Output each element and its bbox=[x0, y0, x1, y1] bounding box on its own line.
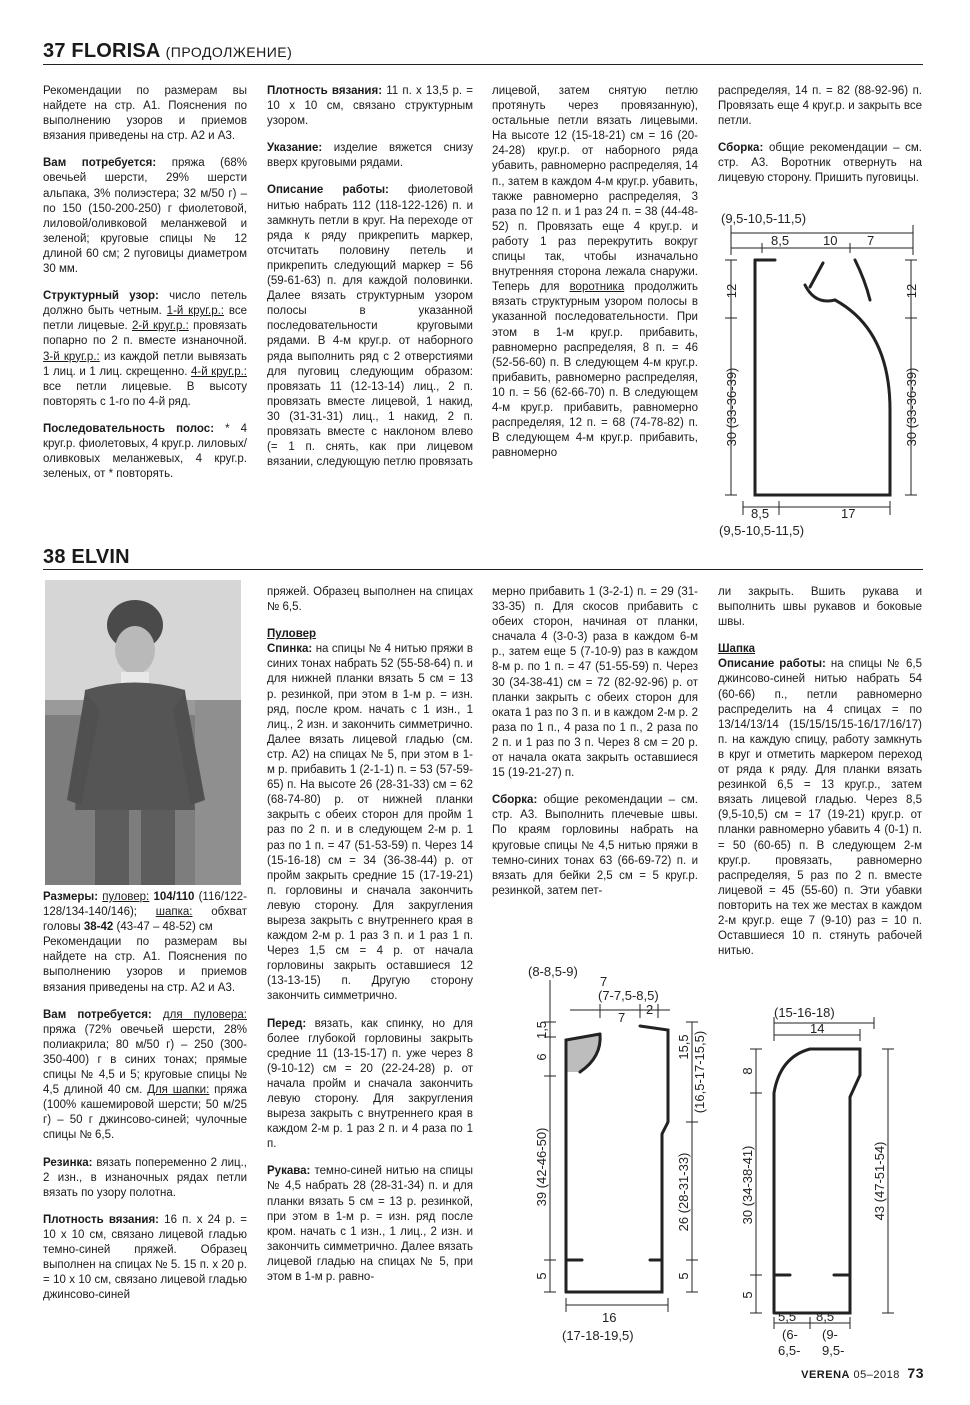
page-number: 73 bbox=[907, 1365, 924, 1381]
elvin-column-1 bbox=[43, 890, 247, 1303]
dim-top-b: 2 bbox=[646, 1002, 654, 1017]
paragraph: Размеры: пуловер: 104/110 (116/122-128/134-140/146); шапка: обхват головы 38-42 (43-47 – 48-52) см bbox=[43, 891, 247, 934]
paragraph: Последовательность полос: * 4 круг.р. фиолетовых, 4 круг.р. лиловых/оливковых меланжевых, 4 круг.р. зеленых, от * повторять. bbox=[43, 422, 247, 481]
paragraph: Рукава: темно-синей нитью на спицы № 4,5 набрать 28 (28-31-34) п. и для планки вязать 5 см = 13 р. резинкой, при этом в 1-м р. = изн. ряд после кром. начать с 1 изн., 1 лиц., 2 изн. и закончить симметрично. Далее вязать лицевой гладью на спицах № 5, при этом в 1-м р. равно- bbox=[267, 1165, 473, 1284]
florisa-column-2 bbox=[267, 84, 473, 470]
model-photo bbox=[45, 580, 241, 885]
dim-top-c: 7 bbox=[867, 233, 875, 248]
model-photo-illustration bbox=[45, 580, 241, 885]
dim-right-bottom: 30 (33-36-39) bbox=[904, 367, 919, 447]
subheading-hat: Шапка bbox=[718, 643, 756, 656]
dim-left-1: 1,5 bbox=[534, 1020, 549, 1040]
paragraph: ли закрыть. Вшить рукава и выполнить швы рукавов и боковые швы. bbox=[718, 586, 922, 629]
dim-top-total: (8-8,5-9) bbox=[528, 964, 578, 979]
dim-left-3: 5 bbox=[740, 1291, 755, 1299]
paragraph: мерно прибавить 1 (3-2-1) п. = 29 (31-33-35) п. Для скосов прибавить с обеих сторон, начиная от планки, сначала 4 (3-0-3) раза в каждом 6-м р., затем еще 5 (7-10-9) раз в каждом 8-м р. по 1 п. = 47 (51-55-59) п. Через 30 (34-38-41) см = 72 (82-92-96) р. от планки закрыть с обеих сторон для оката 1 раз по 3 п. и в каждом 2-м р. 2 раза по 1 п., 4 раза по 1 п., 2 раза по 2 п. и 1 раз по 3 п. Через 8 см = 20 р. от начала оката закрыть оставшиеся 15 (19-21-27) п. bbox=[492, 586, 698, 780]
dim-bottom-b: 8,5 bbox=[816, 1309, 835, 1324]
florisa-schematic bbox=[715, 205, 925, 540]
paragraph: Сборка: общие рекомендации – см. стр. А3. Воротник отвернуть на лицевую сторону. Пришить пуговицы. bbox=[718, 142, 922, 185]
paragraph: пряжей. Образец выполнен на спицах № 6,5. bbox=[267, 586, 473, 614]
dim-bottom-f: 9,5- bbox=[822, 1343, 845, 1358]
section-title-text: 38 ELVIN bbox=[43, 546, 130, 568]
section-rule bbox=[43, 64, 923, 65]
paragraph: Описание работы: на спицы № 6,5 джинсово-синей нитью набрать 54 (60-66) п., петли равномерно распределить на 4 спицах = по 13/14/13/14 (15/15/15/15-16/17/16/17) п. на каждую спицу, работу замкнуть в круг и отметить маркером переход от ряда к ряду. Для планки вязать резинкой 6,5 = 13 круг.р., затем вязать лицевой гладью. Через 8,5 (9,5-10,5) см = 17 (19-21) круг.р. от планки равномерно убавить 4 (0-1) п. = 50 (60-65) п. В следующем 2-м круг.р. провязать, равномерно распределяя, 5 раз по 2 п. вместе лицевой = 45 (55-60) п. Эти убавки повторить на тех же местах в каждом 2-м круг.р. еще 7 (9-10) раз = 10 п. Оставшиеся 10 п. стянуть рабочей нитью. bbox=[718, 658, 922, 958]
florisa-column-3 bbox=[492, 84, 698, 461]
paragraph: лицевой, затем снятую петлю протянуть через провязанную), остальные петли вязать лицевыми. На высоте 12 (15-18-21) см = 16 (20-24-28) круг.р. от наборного ряда убавить, равномерно распределяя, 14 п., затем в каждом 4-м круг.р. убавить, также равномерно распределяя, 3 раза по 12 п. и 1 раз 24 п. = 38 (44-48-52) п. Провязать еще 4 круг.р. и работу 1 раз перекрутить вокруг спицы так, чтобы изначально внутренняя сторона лежала снаружи. Теперь для воротника продолжить вязать структурным узором полосы в указанной последовательности. При этом в 1-м круг.р. прибавить, равномерно распределяя, 8 п. = 46 (52-56-60) п. В следующем 4-м круг.р. прибавить, равномерно распределяя, 10 п. = 56 (62-66-70) п. В следующем 4-м круг.р. прибавить, равномерно распределяя, 12 п. = 68 (74-78-82) п. В следующем 4-м круг.р. прибавить, равномерно bbox=[492, 85, 698, 460]
dim-right-top: 12 bbox=[904, 283, 919, 299]
dim-left-1: 8 bbox=[740, 1067, 755, 1075]
paragraph: Вам потребуется: пряжа (68% овечьей шерсти, 29% шерсти альпака, 3% полиэстера; 32 м/50 г) – по 150 (150-200-250) г фиолетовой, лиловой/оливковой меланжевой и зеленой; круговые спицы № 12 длиной 60 см; 2 пуговицы диаметром 30 мм. bbox=[43, 157, 247, 276]
dim-top-a: 7 bbox=[618, 1010, 626, 1025]
elvin-column-4 bbox=[718, 585, 922, 959]
elvin-column-2 bbox=[267, 585, 473, 1285]
paragraph: Структурный узор: число петель должно быть четным. 1-й круг.р.: все петли лицевые. 2-й круг.р.: провязать попарно по 2 п. вместе изнаночной. 3-й круг.р.: из каждой петли вывязать 1 лиц. и 1 лиц. скрещенно. 4-й круг.р.: все петли лицевые. В высоту повторять с 1-го по 4-й ряд. bbox=[43, 290, 247, 408]
paragraph: Сборка: общие рекомендации – см. стр. А3. Выполнить плечевые швы. По краям горловины набрать на круговые спицы № 4,5 нитью пряжи в темно-синих тонах 63 (66-69-72) п. и вязать для бейки 2,5 см = 5 круг.р. резинкой, затем пет- bbox=[492, 794, 698, 897]
dim-left-bottom: 30 (33-36-39) bbox=[724, 367, 739, 447]
dim-top-a: 8,5 bbox=[771, 233, 790, 248]
paragraph: Спинка: на спицы № 4 нитью пряжи в синих тонах набрать 52 (55-58-64) п. и для нижней планки вязать 5 см = 13 р. резинкой, при этом в 1-м р. = изн. ряд, после кром. начать с 1 изн., 1 лиц., 2 изн. и закончить симметрично. Далее вязать лицевой гладью (см. стр. А2) на спицах № 5, при этом в 1-м р. прибавить 1 (2-1-1) п. = 53 (57-59-65) п. На высоте 26 (28-31-33) см = 62 (68-74-80) р. от нижней планки закрыть с обеих сторон для пройм 1 раз по 2 п. и в следующем 2-м р. 1 раз по 1 п. = 47 (51-53-59) п. Через 14 (15-16-18) см = 34 (36-38-44) р. от пройм закрыть средние 15 (17-19-21) п. горловины и сначала закончить левую сторону. Для закругления выреза закрыть с внутреннего края в каждом 2-м р. 1 раз 3 п. и 1 раз 1 п. Через 1,5 см = 4 р. от начала горловины закрыть оставшиеся 12 (13-13-15) п. Другую сторону закончить симметрично. bbox=[267, 643, 473, 1003]
paragraph: Описание работы: фиолетовой нитью набрать 112 (118-122-126) п. и замкнуть петли в круг. На переходе от ряда к ряду прикрепить маркер, отсчитать половину петель и прикрепить следующий маркер = 56 (59-61-63) п. для каждой половинки. Далее вязать структурным узором полосы в указанной последовательности круговыми рядами. В 4-м круг.р. от наборного ряда выполнить ряд с 2 отверстиями для пуговиц следующим образом: провязать 11 (12-13-14) лиц., 2 п. провязать вместе лицевой, 1 накид, 30 (31-31-31) лиц., 1 накид, 2 п. провязать вместе с наклоном влево (= 1 п. снять, как при лицевом вязании, следующую петлю провязать bbox=[267, 184, 474, 469]
dim-right-2: 26 (28-31-33) bbox=[676, 1152, 691, 1232]
dim-right-3: 5 bbox=[676, 1272, 691, 1280]
section-title-text: 37 FLORISA bbox=[43, 40, 160, 62]
dim-bottom-c: (6- bbox=[782, 1327, 798, 1342]
dim-bottom-b: (17-18-19,5) bbox=[562, 1328, 634, 1343]
paragraph: распределяя, 14 п. = 82 (88-92-96) п. Провязать еще 4 круг.р. и закрыть все петли. bbox=[718, 85, 922, 128]
dim-top-mid: 7 bbox=[600, 974, 608, 989]
dim-left-2: 30 (34-38-41) bbox=[740, 1145, 755, 1225]
sleeve-schematic bbox=[730, 1005, 920, 1365]
dim-bottom-e: 6,5- bbox=[778, 1343, 801, 1358]
dim-top-b: 10 bbox=[823, 233, 838, 248]
page-footer bbox=[801, 1365, 924, 1381]
elvin-column-3 bbox=[492, 585, 698, 899]
dim-top-mid-range: (7-7,5-8,5) bbox=[598, 988, 659, 1003]
dim-bottom-a: 16 bbox=[602, 1310, 617, 1325]
section-rule bbox=[43, 569, 923, 570]
paragraph: Плотность вязания: 11 п. х 13,5 р. = 10 х 10 см, связано структурным узором. bbox=[267, 85, 473, 128]
dim-bottom-total: (9,5-10,5-11,5) bbox=[719, 523, 805, 538]
pullover-schematic bbox=[510, 962, 725, 1362]
dim-right-1b: (16,5-17-15,5) bbox=[692, 1030, 707, 1114]
paragraph: Плотность вязания: 16 п. х 24 р. = 10 х 10 см, связано лицевой гладью темно-синей пряжей. Образец выполнен на спицах № 5. 15 п. х 20 р. = 10 х 10 см, связано лицевой гладью джинсово-синей bbox=[43, 1213, 248, 1302]
issue-number: 05–2018 bbox=[853, 1369, 900, 1381]
dim-right-1: 15,5 bbox=[676, 1034, 691, 1060]
dim-top-total: (9,5-10,5-11,5) bbox=[721, 211, 807, 226]
dim-left-top: 12 bbox=[724, 283, 739, 299]
magazine-brand: VERENA bbox=[801, 1369, 850, 1381]
paragraph: Резинка: вязать попеременно 2 лиц., 2 изн., в изнаночных рядах петли вязать по узору полотна. bbox=[43, 1156, 247, 1199]
dim-right-1: 43 (47-51-54) bbox=[872, 1141, 887, 1221]
section-subtitle: (ПРОДОЛЖЕНИЕ) bbox=[165, 44, 293, 60]
dim-bottom-a: 8,5 bbox=[751, 506, 770, 521]
dim-top-a: 14 bbox=[810, 1021, 825, 1036]
paragraph: Указание: изделие вяжется снизу вверх круговыми рядами. bbox=[267, 142, 473, 170]
florisa-column-1 bbox=[43, 84, 247, 482]
florisa-column-4 bbox=[718, 84, 922, 187]
paragraph: Перед: вязать, как спинку, но для более глубокой горловины закрыть средние 11 (13-15-17) п. уже через 8 (9-10-12) см = 20 (22-24-28) р. от начала пройм и сначала закончить левую сторону. Для закругления выреза закрыть с внутреннего края в каждом 2-м р. 1 раз 2 п. и 4 раза по 1 п. bbox=[267, 1017, 473, 1151]
paragraph: Рекомендации по размерам вы найдете на стр. А1. Пояснения по выполнению узоров и приемов вязания приведены на стр. А2 и А3. bbox=[43, 936, 247, 994]
paragraph: Рекомендации по размерам вы найдете на стр. А1. Пояснения по выполнению узоров и приемов вязания приведены на стр. А2 и А3. bbox=[43, 85, 247, 143]
section-title-florisa bbox=[43, 40, 292, 63]
dim-left-2: 6 bbox=[534, 1053, 549, 1061]
dim-left-3: 39 (42-46-50) bbox=[534, 1127, 549, 1207]
paragraph: Вам потребуется: для пуловера: пряжа (72% овечьей шерсти, 28% полиакрила; 80 м/50 г) – 250 (300-350-400) г в синих тонах; прямые спицы № 4,5 и 5; круговые спицы № 4,5 длиной 40 см. Для шапки: пряжа (100% кашемировой шерсти; 50 м/25 г) – 50 г джинсово-синей; чулочные спицы № 6,5. bbox=[43, 1008, 247, 1142]
subheading-pullover: Пуловер bbox=[267, 628, 317, 641]
dim-bottom-b: 17 bbox=[841, 506, 856, 521]
section-title-elvin bbox=[43, 546, 130, 569]
dim-bottom-d: (9- bbox=[822, 1327, 838, 1342]
dim-top-total: (15-16-18) bbox=[774, 1005, 835, 1020]
dim-left-4: 5 bbox=[534, 1272, 549, 1280]
dim-bottom-a: 5,5 bbox=[778, 1309, 797, 1324]
